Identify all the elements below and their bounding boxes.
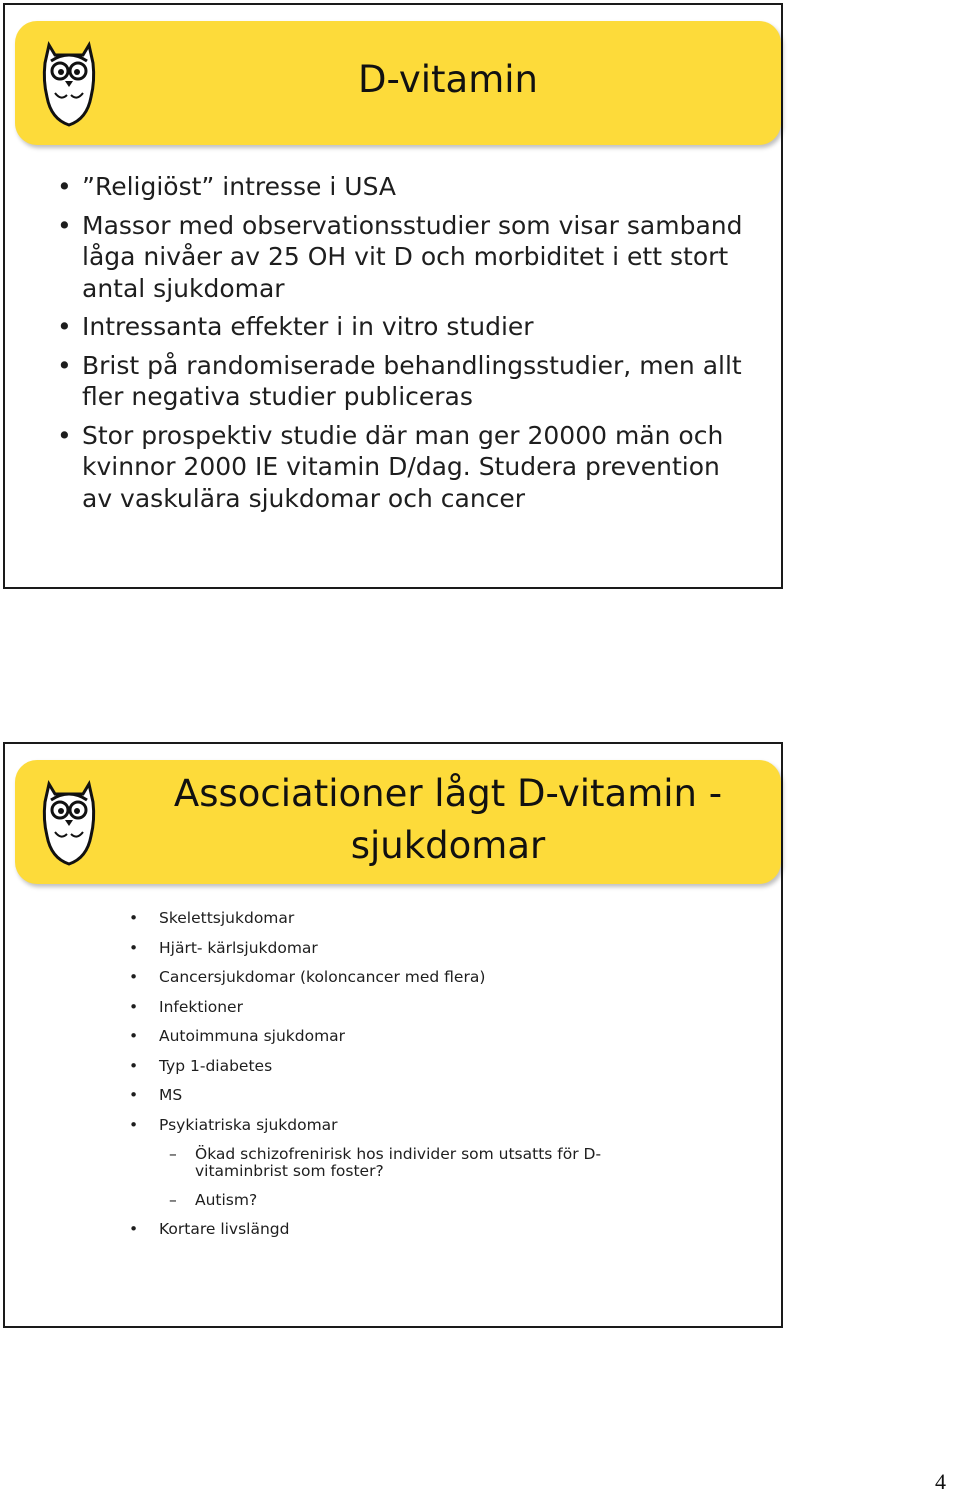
bullet-dot-icon: • bbox=[57, 420, 72, 450]
bullet-dot-icon: • bbox=[129, 1056, 139, 1075]
owl-logo-icon bbox=[41, 41, 97, 127]
bullet-dot-icon: • bbox=[57, 312, 72, 341]
slide-associationer bbox=[3, 742, 783, 1328]
bullet-dot-icon: • bbox=[129, 1086, 139, 1104]
dash-icon: – bbox=[169, 1144, 177, 1163]
list-item: • Hjärt- kärlsjukdomar bbox=[129, 938, 318, 957]
bullet-dot-icon: • bbox=[129, 968, 139, 986]
list-item: • Intressanta effekter i in vitro studier bbox=[57, 312, 534, 341]
bullet-dot-icon: • bbox=[57, 350, 72, 380]
sub-bullet-list bbox=[159, 1146, 689, 1209]
list-item: • ”Religiöst” intresse i USA bbox=[57, 172, 397, 201]
bullet-dot-icon: • bbox=[129, 909, 139, 927]
sub-list-item: – Autism? bbox=[169, 1190, 258, 1209]
bullet-list bbox=[57, 171, 757, 521]
list-item: • Cancersjukdomar (koloncancer med flera) bbox=[129, 968, 486, 986]
slide-title-line1: Associationer lågt D-vitamin - bbox=[173, 772, 723, 815]
list-item: • Kortare livslängd bbox=[129, 1220, 290, 1238]
list-item: • Massor med observationsstudier som visar samband låga nivåer av 25 OH vit D och morbiditet i ett stort antal sjukdomar bbox=[57, 210, 743, 303]
dash-icon: – bbox=[169, 1190, 177, 1209]
list-item: • Stor prospektiv studie där man ger 20000 män och kvinnor 2000 IE vitamin D/dag. Studera prevention av vaskulära sjukdomar och cancer bbox=[57, 420, 724, 513]
slide-title-line2: sjukdomar bbox=[350, 824, 546, 867]
bullet-dot-icon: • bbox=[57, 172, 72, 201]
bullet-dot-icon: • bbox=[129, 1115, 139, 1134]
bullet-list bbox=[129, 910, 689, 1251]
bullet-dot-icon: • bbox=[57, 210, 72, 240]
list-item: • Skelettsjukdomar bbox=[129, 909, 295, 927]
slide-title: D-vitamin bbox=[358, 58, 538, 101]
list-item: • MS bbox=[129, 1086, 183, 1104]
slide-d-vitamin bbox=[3, 3, 783, 589]
list-item: • Brist på randomiserade behandlingsstudier, men allt fler negativa studier publiceras bbox=[57, 350, 742, 411]
list-item: • Infektioner bbox=[129, 997, 243, 1016]
list-item: • Autoimmuna sjukdomar bbox=[129, 1027, 346, 1045]
title-banner bbox=[15, 21, 781, 145]
bullet-dot-icon: • bbox=[129, 1220, 139, 1238]
list-item: • Typ 1-diabetes bbox=[129, 1056, 273, 1075]
slide-title bbox=[135, 768, 761, 872]
bullet-dot-icon: • bbox=[129, 938, 139, 957]
bullet-dot-icon: • bbox=[129, 997, 139, 1016]
owl-logo-icon bbox=[41, 780, 97, 866]
page-number: 4 bbox=[935, 1469, 946, 1494]
list-item: • Psykiatriska sjukdomar – Ökad schizofrenirisk hos individer som utsatts för D-vitaminbrist som foster? – Autism? bbox=[129, 1117, 689, 1209]
bullet-dot-icon: • bbox=[129, 1027, 139, 1045]
sub-list-item: – Ökad schizofrenirisk hos individer som utsatts för D-vitaminbrist som foster? bbox=[169, 1144, 602, 1180]
title-banner bbox=[15, 760, 781, 884]
